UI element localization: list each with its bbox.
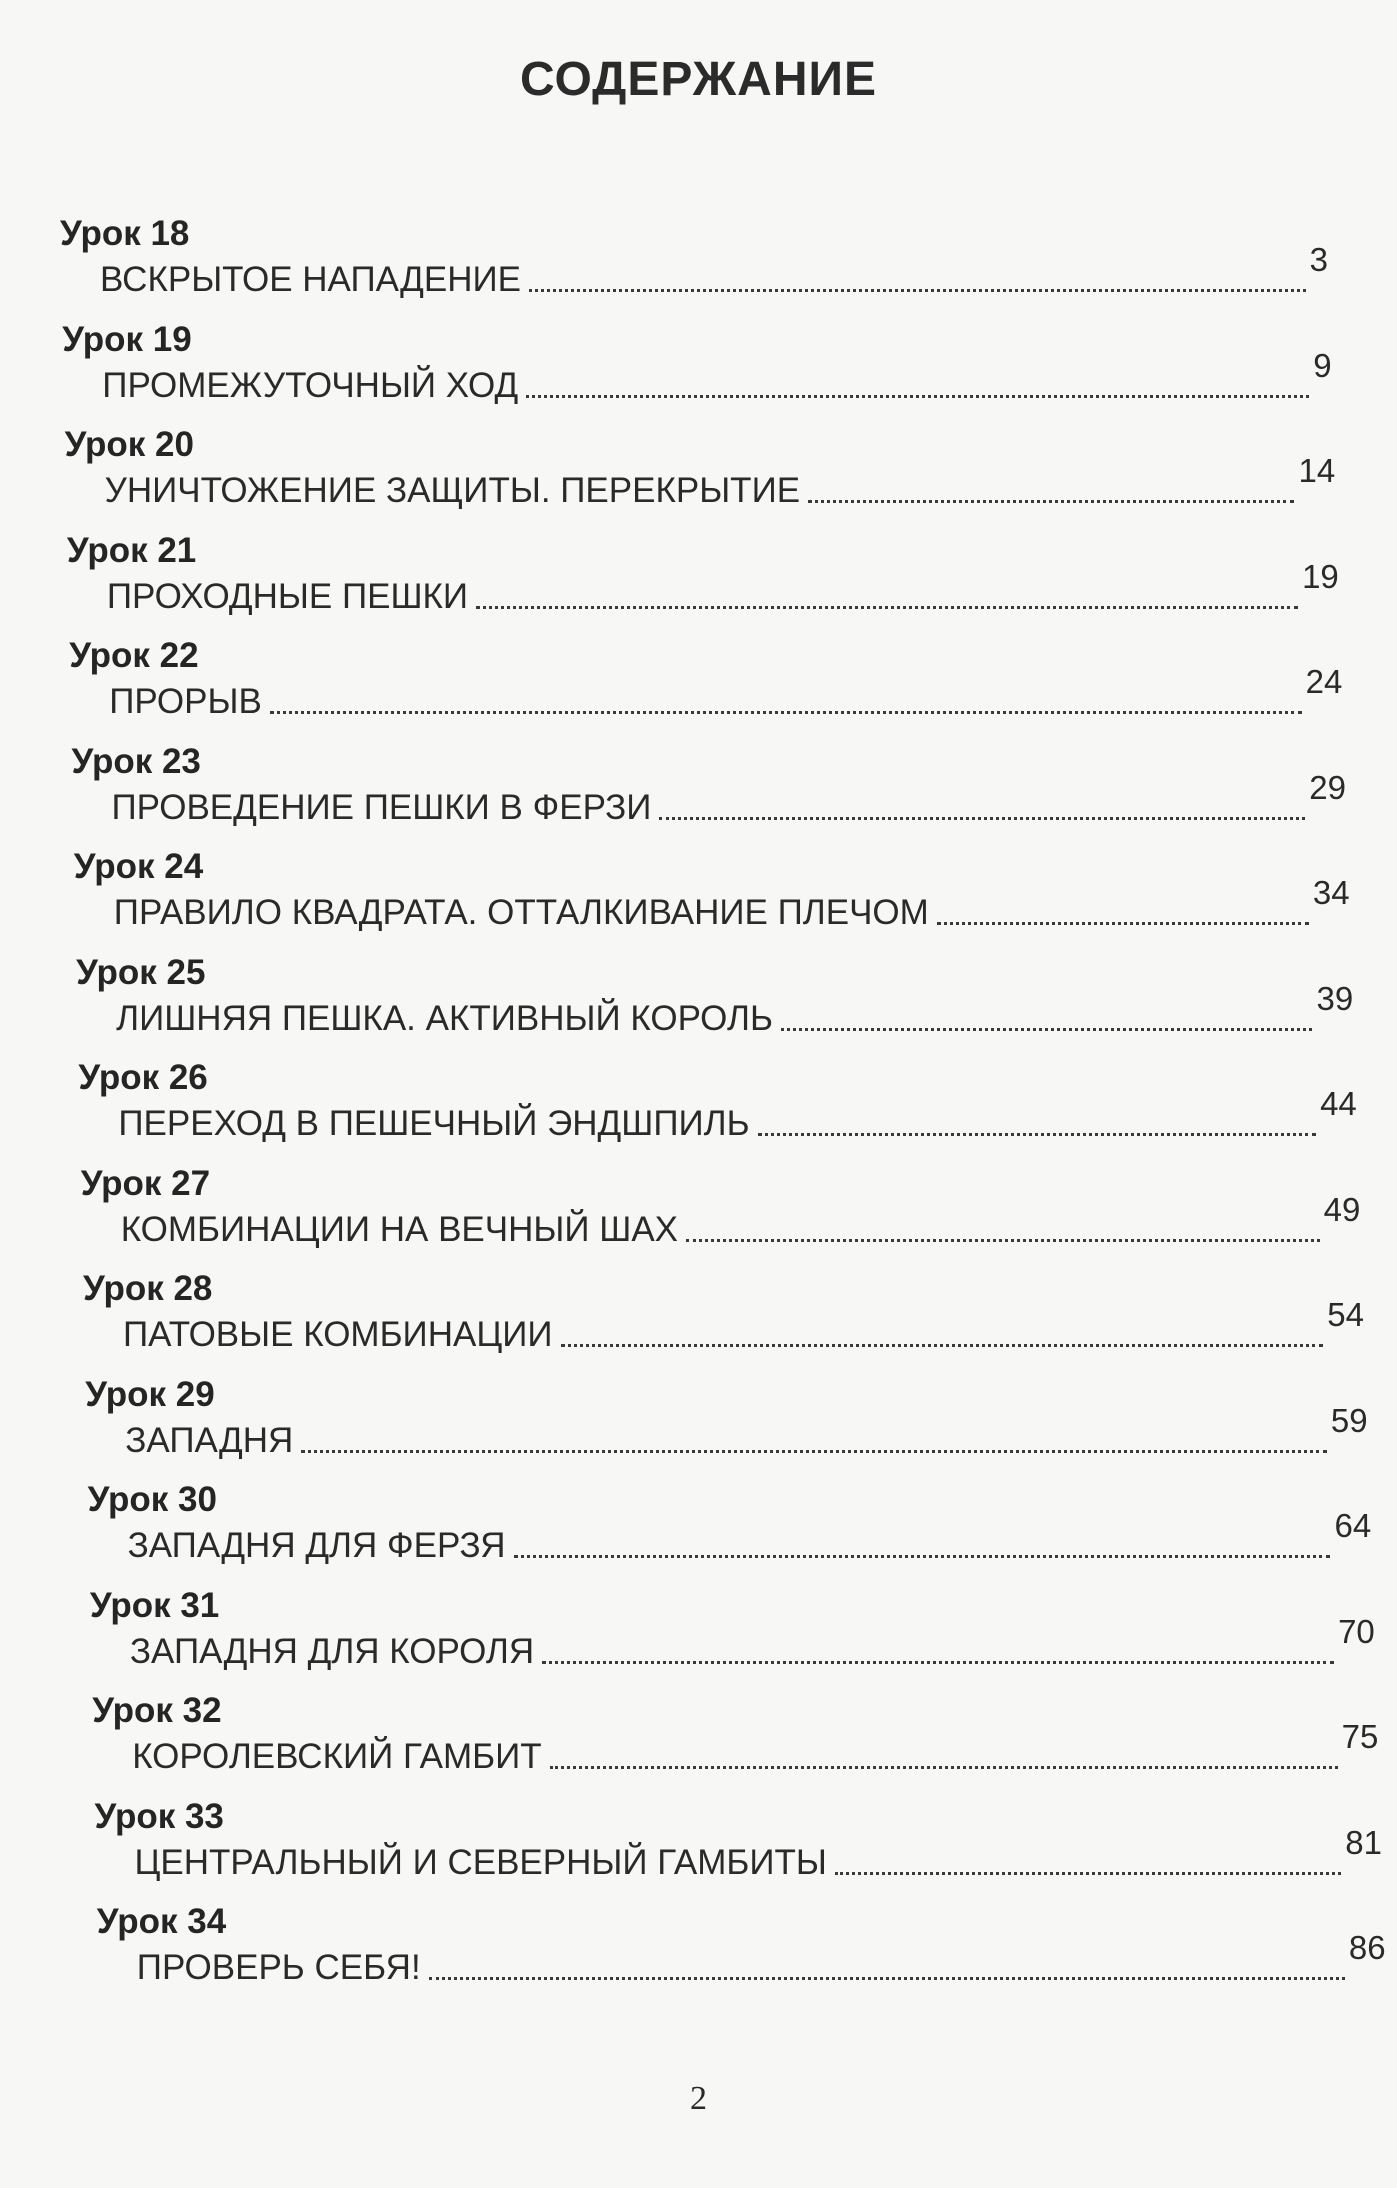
lesson-topic: ПРОРЫВ — [109, 682, 262, 721]
page-ref: 9 — [1313, 346, 1332, 384]
toc-entry — [65, 421, 1336, 521]
page-title: СОДЕРЖАНИЕ — [520, 53, 877, 106]
toc-line — [123, 1296, 1364, 1355]
lesson-topic: ПРОВЕДЕНИЕ ПЕШКИ В ФЕРЗИ — [111, 787, 652, 827]
toc-line — [100, 241, 1328, 300]
lesson-number: Урок 29 — [85, 1374, 215, 1414]
dot-leader — [529, 288, 1306, 292]
toc-line — [125, 1401, 1368, 1461]
lesson-topic: ПРОХОДНЫЕ ПЕШКИ — [106, 576, 469, 616]
toc-line — [118, 1085, 1357, 1144]
page-ref: 64 — [1334, 1507, 1372, 1544]
lesson-number: Урок 33 — [94, 1796, 224, 1836]
lesson-topic: ПРОМЕЖУТОЧНЫЙ ХОД — [102, 365, 519, 405]
toc-line — [106, 557, 1339, 617]
page-ref: 75 — [1341, 1718, 1379, 1755]
lesson-topic: ПЕРЕХОД В ПЕШЕЧНЫЙ ЭНДШПИЛЬ — [118, 1104, 750, 1143]
toc-entry — [90, 1582, 1375, 1682]
lesson-topic: ПРАВИЛО КВАДРАТА. ОТТАЛКИВАНИЕ ПЛЕЧОМ — [113, 893, 929, 932]
toc-entry — [69, 632, 1342, 732]
dot-leader — [514, 1554, 1331, 1558]
lesson-topic: УНИЧТОЖЕНИЕ ЗАЩИТЫ. ПЕРЕКРЫТИЕ — [104, 471, 801, 510]
dot-leader — [561, 1343, 1324, 1347]
dot-leader — [542, 1660, 1334, 1664]
dot-leader — [686, 1238, 1320, 1242]
dot-leader — [476, 605, 1298, 609]
page-ref: 70 — [1338, 1612, 1375, 1650]
page-ref: 81 — [1345, 1823, 1382, 1861]
lesson-number: Урок 20 — [64, 425, 194, 464]
table-of-contents — [0, 210, 1397, 2000]
toc-entry — [83, 1265, 1364, 1365]
dot-leader — [550, 1765, 1338, 1769]
lesson-topic: ПРОВЕРЬ СЕБЯ! — [136, 1948, 421, 1987]
page-number: 2 — [690, 2080, 707, 2117]
lesson-topic: ЗАПАДНЯ ДЛЯ ФЕРЗЯ — [127, 1526, 506, 1565]
lesson-number: Урок 22 — [69, 636, 199, 675]
page-ref: 86 — [1348, 1929, 1386, 1966]
toc-line — [104, 452, 1336, 511]
toc-entry — [74, 843, 1350, 943]
toc-entry — [76, 949, 1353, 1049]
lesson-number: Урок 21 — [66, 530, 197, 570]
toc-line — [136, 1929, 1386, 1988]
toc-entry — [67, 527, 1339, 627]
toc-line — [127, 1507, 1372, 1566]
lesson-topic: ПАТОВЫЕ КОМБИНАЦИИ — [123, 1315, 553, 1354]
page-ref: 3 — [1309, 241, 1328, 278]
page-ref: 24 — [1305, 663, 1343, 700]
toc-entry — [62, 316, 1331, 416]
toc-line — [129, 1612, 1375, 1672]
dot-leader — [659, 816, 1305, 820]
lesson-topic: КОРОЛЕВСКИЙ ГАМБИТ — [132, 1737, 542, 1776]
lesson-number: Урок 31 — [89, 1585, 220, 1625]
lesson-number: Урок 27 — [80, 1163, 211, 1203]
lesson-number: Урок 26 — [78, 1058, 208, 1097]
page-ref: 14 — [1298, 452, 1336, 489]
toc-line — [132, 1718, 1379, 1777]
toc-line — [120, 1190, 1361, 1250]
lesson-number: Урок 30 — [87, 1480, 217, 1519]
lesson-number: Урок 25 — [76, 952, 206, 992]
dot-leader — [781, 1027, 1313, 1031]
dot-leader — [301, 1449, 1327, 1453]
toc-line — [134, 1823, 1383, 1883]
page-ref: 59 — [1330, 1401, 1368, 1439]
dot-leader — [429, 1976, 1345, 1980]
dot-leader — [835, 1871, 1341, 1875]
toc-entry — [95, 1793, 1383, 1893]
lesson-number: Урок 28 — [83, 1269, 213, 1308]
dot-leader — [937, 921, 1309, 925]
toc-line — [111, 768, 1347, 828]
toc-line — [102, 346, 1332, 406]
toc-line — [116, 979, 1354, 1039]
lesson-topic: ЗАПАДНЯ — [125, 1420, 294, 1460]
toc-entry — [72, 738, 1347, 838]
toc-entry — [97, 1898, 1386, 1998]
lesson-number: Урок 24 — [73, 847, 204, 886]
toc-entry — [78, 1054, 1356, 1154]
toc-entry — [92, 1687, 1378, 1787]
lesson-topic: ЗАПАДНЯ ДЛЯ КОРОЛЯ — [129, 1631, 535, 1671]
page-ref: 19 — [1302, 557, 1339, 595]
lesson-topic: ЦЕНТРАЛЬНЫЙ И СЕВЕРНЫЙ ГАМБИТЫ — [134, 1842, 827, 1882]
lesson-topic: ЛИШНЯЯ ПЕШКА. АКТИВНЫЙ КОРОЛЬ — [116, 998, 773, 1038]
dot-leader — [758, 1132, 1316, 1136]
page-ref: 34 — [1312, 874, 1350, 911]
toc-entry — [60, 210, 1328, 310]
page-ref: 29 — [1309, 768, 1346, 806]
page-ref: 39 — [1316, 979, 1354, 1017]
lesson-topic: ВСКРЫТОЕ НАПАДЕНИЕ — [100, 260, 521, 299]
lesson-number: Урок 18 — [60, 214, 190, 253]
toc-entry — [85, 1371, 1367, 1471]
lesson-number: Урок 19 — [62, 319, 192, 359]
toc-line — [113, 874, 1350, 933]
dot-leader — [270, 710, 1302, 714]
page-ref: 49 — [1323, 1190, 1361, 1228]
lesson-number: Урок 32 — [92, 1691, 222, 1730]
dot-leader — [808, 499, 1294, 503]
lesson-number: Урок 23 — [71, 741, 201, 781]
toc-entry — [81, 1160, 1361, 1260]
dot-leader — [526, 394, 1309, 398]
page-ref: 44 — [1320, 1085, 1357, 1122]
lesson-topic: КОМБИНАЦИИ НА ВЕЧНЫЙ ШАХ — [120, 1209, 679, 1249]
toc-entry — [88, 1476, 1372, 1576]
toc-line — [109, 663, 1343, 722]
lesson-number: Урок 34 — [96, 1902, 227, 1941]
page-ref: 54 — [1327, 1296, 1364, 1333]
